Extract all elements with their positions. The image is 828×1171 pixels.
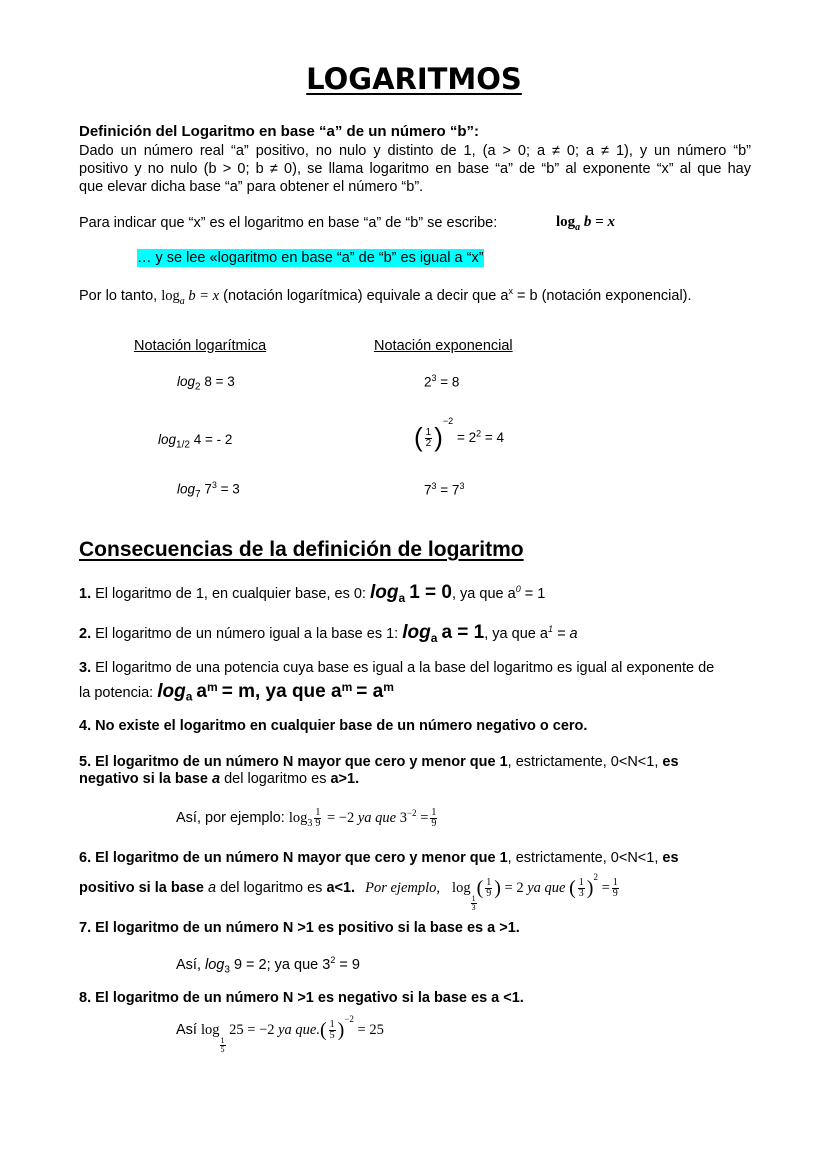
c1-eq: 1 = 0 — [409, 582, 452, 603]
row2-exp-rest2: = 4 — [484, 430, 505, 445]
c8-ex-pre: Así — [176, 1022, 197, 1038]
c3-eq: = m, ya que a — [221, 680, 342, 702]
c1-log: log — [369, 582, 399, 603]
c6-ex-eq2: = — [601, 880, 610, 896]
row2-log-rest: 4 = - 2 — [193, 432, 233, 447]
table-row-3-exp — [424, 481, 464, 498]
c6-ex-frac3 — [612, 878, 619, 899]
c5-ex-pow: 3 — [399, 809, 407, 826]
c6-l1-end: es — [662, 850, 679, 866]
c6-l1-bold: 6. El logaritmo de un número N mayor que cero y menor que 1 — [79, 850, 508, 866]
c8-ex-bnum: 1 — [220, 1036, 225, 1045]
c1-base: a — [398, 590, 406, 605]
c6-ex-frac2 — [578, 878, 585, 899]
c5-l2-b: a — [211, 771, 221, 787]
c2-base: a — [430, 630, 438, 645]
c8-ex-base-frac — [220, 1037, 226, 1054]
therefore-sup: x — [508, 286, 513, 296]
c6-l2-c: del logaritmo es — [220, 880, 323, 896]
c6-ex-yaque: ya que — [527, 880, 566, 896]
row1-exp-rest: = 8 — [440, 374, 460, 390]
table-row-2-exp — [414, 416, 504, 453]
c1-end: = 1 — [524, 586, 546, 602]
c8-ex-end: = 25 — [357, 1022, 384, 1038]
definition-line-1: Dado un número real “a” positivo, no nulo y distinto de 1, (a > 0; a ≠ 0; a ≠ 1), y un número “b” — [79, 143, 751, 159]
c2-post: , ya que a — [484, 626, 548, 642]
c6-ex-log: log — [452, 880, 471, 896]
c6-ex-eq: = 2 — [504, 880, 524, 896]
c2-end: = a — [556, 626, 578, 642]
c8-ex-num: 1 — [329, 1019, 335, 1031]
c6-l1-rest: , estrictamente, 0<N<1, — [507, 850, 659, 866]
formula-rest: b = x — [583, 214, 615, 230]
c3-eq2: = a — [356, 680, 384, 702]
c5-l1-bold: 5. El logaritmo de un número N mayor que cero y menor que 1 — [79, 754, 508, 770]
c7-ex-end: = 9 — [339, 956, 360, 973]
consequence-3 — [79, 660, 714, 676]
c5-ex-eq2: = — [420, 809, 429, 826]
consequence-7-example — [176, 955, 360, 976]
c8-paren-close: ) — [337, 1019, 345, 1041]
c6-l2-b: a — [207, 880, 217, 896]
definition-line-3: que elevar dicha base “a” para obtener el número “b”. — [79, 179, 424, 195]
c6-ex-den3: 9 — [612, 888, 618, 900]
c5-l2-a: negativo si la base — [79, 771, 208, 787]
c8-ex-sup: −2 — [344, 1014, 354, 1024]
c6-paren2-open: ( — [569, 877, 576, 899]
table-header-log: Notación logarítmica — [134, 338, 267, 354]
consequence-6 — [79, 850, 679, 866]
c5-ex-log: log — [288, 809, 308, 826]
indicate-text: Para indicar que “x” es el logaritmo en base “a” de “b” se escribe: — [79, 215, 498, 231]
row3-log-sup: 3 — [211, 480, 217, 490]
row3-exp-sup2: 3 — [459, 481, 465, 491]
c2-num: 2. — [79, 626, 92, 642]
row3-log-end: = 3 — [220, 481, 240, 497]
c6-paren2-close: ) — [586, 877, 594, 899]
c8-paren-open: ( — [320, 1019, 327, 1041]
c6-ex-bden: 3 — [471, 903, 476, 912]
c5-ex-eq: = −2 — [327, 809, 355, 826]
definition-body — [79, 142, 751, 196]
therefore-post: = b (notación exponencial). — [517, 287, 692, 304]
consequence-5 — [79, 754, 751, 770]
row1-exp-sup: 3 — [431, 373, 437, 383]
consequence-8: 8. El logaritmo de un número N >1 es negativo si la base es a <1. — [79, 990, 524, 1006]
table-row-1-exp — [424, 373, 459, 390]
c3-text2: la potencia: — [79, 684, 154, 701]
c6-ex-bnum: 1 — [471, 894, 476, 903]
consequence-8-example — [176, 1014, 384, 1054]
page-title — [0, 62, 828, 96]
row1-exp-base: 2 — [424, 374, 432, 390]
row3-exp-base: 7 — [424, 482, 432, 498]
c1-num: 1. — [79, 586, 92, 602]
c8-ex-yaque: ya que. — [278, 1022, 320, 1038]
definition-heading: Definición del Logaritmo en base “a” de un número “b”: — [79, 123, 480, 140]
row3-exp-mid: = 7 — [440, 482, 460, 498]
c7-ex-sup: 2 — [330, 955, 336, 965]
therefore-line — [79, 286, 692, 307]
row2-paren-open: ( — [414, 422, 423, 452]
page-title-text: LOGARITMOS — [306, 62, 522, 96]
c3-text: El logaritmo de una potencia cuya base es igual a la base del logaritmo es igual al exponente de — [95, 660, 715, 676]
c7-ex-pre: Así, — [176, 956, 201, 973]
reads-as-text: … y se lee «logaritmo en base “a” de “b” es igual a “x” — [137, 250, 484, 266]
consequence-5-example — [176, 808, 439, 829]
c5-ex-sup: −2 — [406, 808, 417, 818]
c6-ex-den2: 3 — [578, 888, 584, 900]
c7-ex-base: 3 — [224, 964, 230, 976]
consequences-heading: Consecuencias de la definición de logaritmo — [79, 538, 524, 561]
c3-sup3: m — [383, 680, 394, 694]
c8-ex-bden: 5 — [220, 1045, 225, 1054]
table-row-1-log — [177, 374, 235, 393]
therefore-pre: Por lo tanto, — [79, 287, 158, 304]
row1-log-base: 2 — [195, 381, 201, 393]
c8-ex-log: log — [200, 1022, 220, 1038]
table-row-3-log — [177, 480, 240, 500]
c8-ex-mid: 25 = −2 — [229, 1022, 275, 1038]
c1-text: El logaritmo de 1, en cualquier base, es 0: — [95, 586, 366, 602]
formula-base: a — [575, 222, 581, 233]
therefore-log: log — [161, 287, 180, 304]
c5-ex-num: 1 — [315, 807, 321, 818]
c5-ex-pre: Así, por ejemplo: — [176, 809, 285, 826]
definition-line-2: positivo y no nulo (b > 0; b ≠ 0), se llama logaritmo en base “a” de “b” al exponente “x” al que hay — [79, 161, 751, 177]
c2-text: El logaritmo de un número igual a la base es 1: — [95, 626, 399, 642]
c6-ex-formula — [452, 872, 621, 912]
c3-sup2: m — [341, 680, 353, 694]
c8-ex-den: 5 — [329, 1030, 335, 1042]
row2-paren-close: ) — [434, 422, 443, 452]
row2-exp-sup: −2 — [442, 416, 454, 426]
reads-as-callout — [137, 250, 484, 266]
c3-log: log — [157, 680, 186, 702]
c6-ex-frac — [485, 878, 492, 899]
c6-paren-open: ( — [476, 877, 484, 899]
row2-log: log — [158, 432, 177, 447]
c6-ex-num3: 1 — [612, 877, 618, 889]
c3-a: a — [196, 680, 207, 702]
c5-ex-base: 3 — [307, 817, 313, 829]
consequence-7: 7. El logaritmo de un número N >1 es positivo si la base es a >1. — [79, 920, 520, 936]
row3-exp-sup: 3 — [431, 481, 437, 491]
consequence-6-line-2 — [79, 872, 621, 912]
c6-ex-pre: Por ejemplo, — [365, 880, 441, 896]
c5-ex-formula — [288, 807, 440, 829]
c1-sup: 0 — [515, 584, 521, 595]
definition-formula — [556, 214, 615, 233]
table-header-exp: Notación exponencial — [374, 338, 513, 354]
c1-post: , ya que a — [452, 586, 516, 602]
consequence-2 — [79, 622, 578, 645]
c3-num: 3. — [79, 660, 92, 676]
consequence-4: 4. No existe el logaritmo en cualquier base de un número negativo o cero. — [79, 718, 588, 734]
row2-exp-sup2: 2 — [476, 428, 482, 439]
row2-den: 2 — [425, 437, 432, 449]
consequence-3-line-2 — [79, 680, 394, 704]
therefore-base: a — [179, 295, 185, 307]
c6-ex-sup: 2 — [593, 872, 598, 882]
c7-ex-log: log — [205, 956, 225, 973]
row2-exp-rest1: = 2 — [456, 430, 477, 445]
c6-l2-a: positivo si la base — [79, 880, 204, 896]
c8-ex-formula — [200, 1014, 384, 1054]
c2-log: log — [402, 622, 431, 643]
row1-log: log — [177, 374, 196, 389]
c5-ex-num2: 1 — [431, 807, 437, 818]
c5-l2-c: del logaritmo es — [224, 771, 327, 787]
row2-log-base: 1/2 — [176, 439, 190, 451]
c5-l2-d: a>1. — [330, 771, 360, 787]
therefore-rest: b = x — [188, 287, 220, 304]
therefore-formula — [161, 287, 220, 307]
c2-eq: a = 1 — [441, 622, 485, 643]
row3-log-rest: 7 — [204, 481, 212, 497]
formula-log: log — [556, 214, 576, 230]
consequence-1 — [79, 582, 545, 605]
c6-ex-num: 1 — [486, 877, 492, 889]
table-row-2-log — [158, 432, 232, 451]
c5-ex-frac2 — [430, 808, 437, 829]
c5-ex-yaque: ya que — [357, 809, 397, 826]
c6-ex-den: 9 — [486, 888, 492, 900]
row2-num: 1 — [425, 426, 432, 438]
row3-log-base: 7 — [195, 489, 201, 501]
consequence-5-line-2 — [79, 771, 359, 787]
c3-base: a — [185, 689, 193, 704]
row1-log-rest: 8 = 3 — [204, 374, 235, 389]
c3-sup1: m — [207, 680, 218, 694]
c6-paren-close: ) — [494, 877, 501, 899]
c5-ex-frac — [314, 808, 321, 829]
c5-ex-den: 9 — [315, 818, 321, 829]
c2-sup: 1 — [547, 624, 553, 635]
c8-ex-frac — [329, 1020, 336, 1041]
c7-ex-mid: 9 = 2; ya que 3 — [233, 956, 331, 973]
therefore-mid: (notación logarítmica) equivale a decir que a — [223, 287, 509, 304]
c5-l1-rest: , estrictamente, 0<N<1, — [507, 754, 659, 770]
c6-l2-d: a<1. — [326, 880, 356, 896]
row2-fraction — [425, 428, 433, 449]
c5-l1-end: es — [662, 754, 679, 770]
c6-ex-num2: 1 — [578, 877, 584, 889]
c5-ex-den2: 9 — [431, 818, 437, 829]
row3-log: log — [177, 481, 196, 497]
